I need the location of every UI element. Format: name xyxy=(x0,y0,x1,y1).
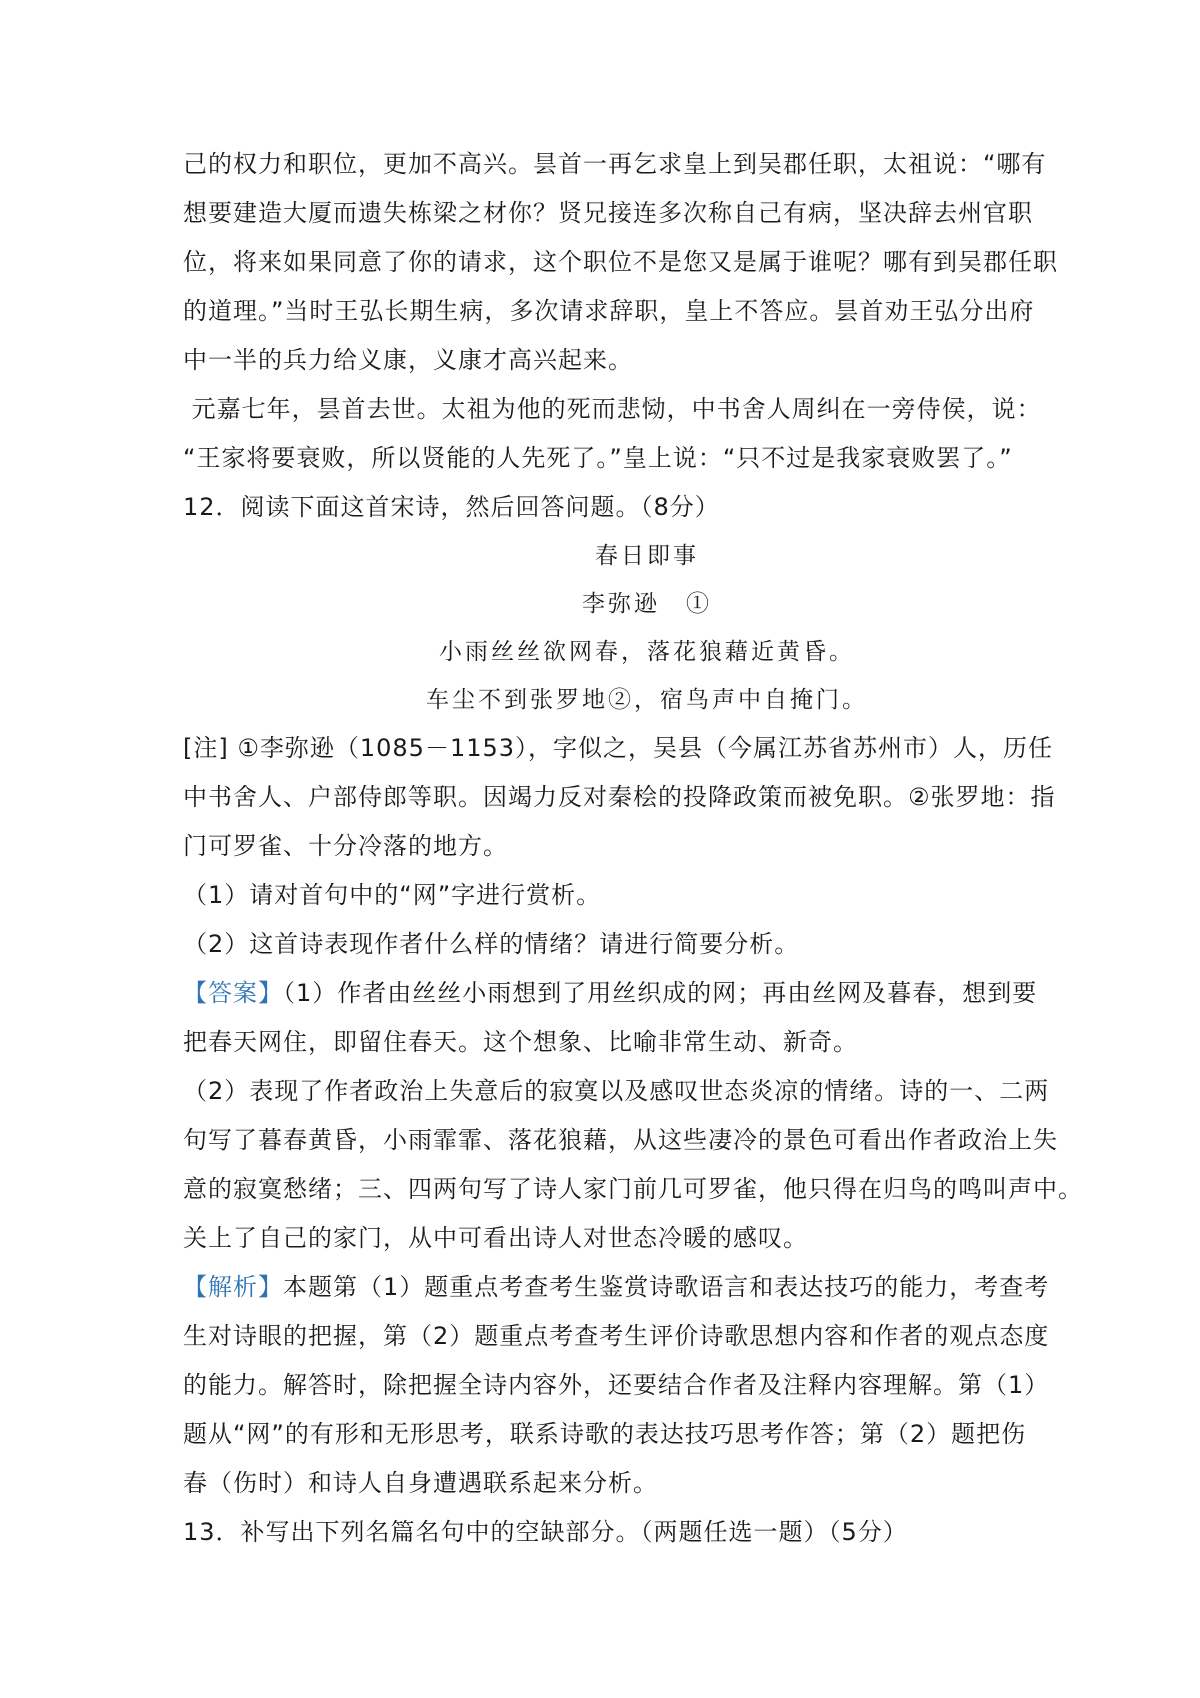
sub-question: （2）这首诗表现作者什么样的情绪？请进行简要分析。 xyxy=(183,930,800,958)
analysis-paragraph xyxy=(183,1263,1050,1312)
poem-title: 春日即事 xyxy=(595,543,699,569)
sub-question: （1）请对首句中的“网”字进行赏析。 xyxy=(183,881,602,909)
answer-paragraph xyxy=(183,969,1038,1018)
analysis-text: 本题第（1）题重点考查考生鉴赏诗歌语言和表达技巧的能力，考查考 xyxy=(283,1273,1050,1301)
analysis-line: 题从“网”的有形和无形思考，联系诗歌的表达技巧思考作答；第（2）题把伤 xyxy=(183,1420,1027,1448)
translation-line: 元嘉七年，昙首去世。太祖为他的死而悲恸，中书舍人周纠在一旁侍侯，说： xyxy=(183,395,1042,423)
translation-line: 想要建造大厦而遗失栋梁之材你？贤兄接连多次称自己有病，坚决辞去州官职 xyxy=(183,199,1033,227)
question-12-stem: 12．阅读下面这首宋诗，然后回答问题。（8分） xyxy=(183,493,720,521)
analysis-line: 春（伤时）和诗人自身遭遇联系起来分析。 xyxy=(183,1469,658,1497)
answer-line: 意的寂寞愁绪；三、四两句写了诗人家门前几可罗雀，他只得在归鸟的鸣叫声中。 xyxy=(183,1175,1083,1203)
answer-text: （1）作者由丝丝小雨想到了用丝织成的网；再由丝网及暮春，想到要 xyxy=(283,979,1038,1007)
note-line: 中书舍人、户部侍郎等职。因竭力反对秦桧的投降政策而被免职。②张罗地：指 xyxy=(183,783,1056,811)
analysis-tag: 【解析】 xyxy=(183,1273,283,1301)
poem-author: 李弥逊 ① xyxy=(582,591,712,617)
answer-line: 关上了自己的家门，从中可看出诗人对世态冷暖的感叹。 xyxy=(183,1224,808,1252)
question-13-stem: 13．补写出下列名篇名句中的空缺部分。（两题任选一题）（5分） xyxy=(183,1518,908,1546)
analysis-line: 生对诗眼的把握，第（2）题重点考查考生评价诗歌思想内容和作者的观点态度 xyxy=(183,1322,1050,1350)
note-line: 门可罗雀、十分冷落的地方。 xyxy=(183,832,508,860)
answer-tag: 【答案】 xyxy=(183,979,283,1007)
answer-line: 句写了暮春黄昏，小雨霏霏、落花狼藉，从这些凄冷的景色可看出作者政治上失 xyxy=(183,1126,1058,1154)
translation-line: 位，将来如果同意了你的请求，这个职位不是您又是属于谁呢？哪有到吴郡任职 xyxy=(183,248,1058,276)
document-page xyxy=(183,140,1083,1557)
answer-line: 把春天网住，即留住春天。这个想象、比喻非常生动、新奇。 xyxy=(183,1028,858,1056)
poem-line: 小雨丝丝欲网春，落花狼藉近黄昏。 xyxy=(439,639,855,665)
note-line: [注] ①李弥逊（1085－1153），字似之，吴县（今属江苏省苏州市）人，历任 xyxy=(183,734,1054,762)
translation-line: 中一半的兵力给义康，义康才高兴起来。 xyxy=(183,346,633,374)
translation-line: “王家将要衰败，所以贤能的人先死了。”皇上说：“只不过是我家衰败罢了。” xyxy=(183,444,1013,472)
translation-line: 的道理。”当时王弘长期生病，多次请求辞职，皇上不答应。昙首劝王弘分出府 xyxy=(183,297,1035,325)
analysis-line: 的能力。解答时，除把握全诗内容外，还要结合作者及注释内容理解。第（1） xyxy=(183,1371,1050,1399)
answer-line: （2）表现了作者政治上失意后的寂寞以及感叹世态炎凉的情绪。诗的一、二两 xyxy=(183,1077,1050,1105)
translation-line: 己的权力和职位，更加不高兴。昙首一再乞求皇上到吴郡任职，太祖说：“哪有 xyxy=(183,150,1047,178)
poem-line: 车尘不到张罗地②，宿鸟声中自掩门。 xyxy=(426,687,868,713)
